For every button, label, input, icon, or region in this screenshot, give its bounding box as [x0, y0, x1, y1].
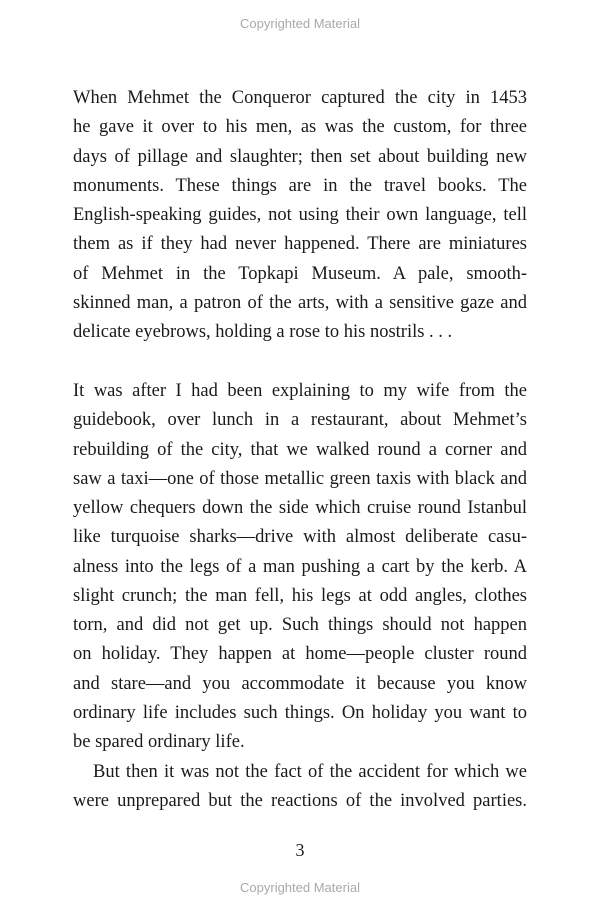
text-line: rebuilding of the city, that we walked round a corner and	[73, 439, 527, 460]
text-line: English-speaking guides, not using their own language, tell	[73, 205, 527, 225]
text-line: ordinary life includes such things. On holiday you want to	[73, 702, 527, 723]
text-line: yellow chequers down the side which cruise round Istanbul	[73, 498, 527, 518]
paragraph-1	[73, 84, 527, 347]
text-line: When Mehmet the Conqueror captured the city in 1453	[73, 88, 527, 108]
text-line: saw a taxi—one of those metallic green taxis with black and	[73, 468, 527, 489]
text-line: monuments. These things are in the travel books. The	[73, 175, 527, 196]
text-line: slight crunch; the man fell, his legs at odd angles, clothes	[73, 585, 527, 606]
copyright-watermark-bottom: Copyrighted Material	[240, 880, 360, 895]
paragraph-3	[73, 758, 527, 817]
text-line: on holiday. They happen at home—people cluster round	[73, 644, 527, 665]
paragraph-2	[73, 377, 527, 757]
page-number: 3	[295, 840, 305, 860]
text-line: were unprepared but the reactions of the involved parties.	[73, 791, 527, 812]
text-line: delicate eyebrows, holding a rose to his nostrils . . .	[73, 322, 453, 342]
text-line: skinned man, a patron of the arts, with a sensitive gaze and	[73, 292, 527, 313]
text-line: them as if they had never happened. There are miniatures	[73, 234, 527, 255]
text-line: But then it was not the fact of the accident for which we	[93, 762, 527, 782]
text-line: guidebook, over lunch in a restaurant, about Mehmet’s	[73, 410, 527, 431]
copyright-watermark-top: Copyrighted Material	[240, 16, 360, 31]
text-line: torn, and did not get up. Such things should not happen	[73, 615, 527, 635]
text-line: of Mehmet in the Topkapi Museum. A pale, smooth-	[73, 263, 527, 284]
text-line: be spared ordinary life.	[73, 732, 245, 752]
text-line: days of pillage and slaughter; then set about building new	[73, 146, 527, 167]
text-line: and stare—and you accommodate it because you know	[73, 673, 527, 694]
text-line: It was after I had been explaining to my wife from the	[73, 381, 527, 401]
text-line: alness into the legs of a man pushing a cart by the kerb. A	[73, 556, 527, 577]
text-line: like turquoise sharks—drive with almost deliberate casu-	[73, 527, 527, 548]
text-line: he gave it over to his men, as was the custom, for three	[73, 117, 527, 138]
